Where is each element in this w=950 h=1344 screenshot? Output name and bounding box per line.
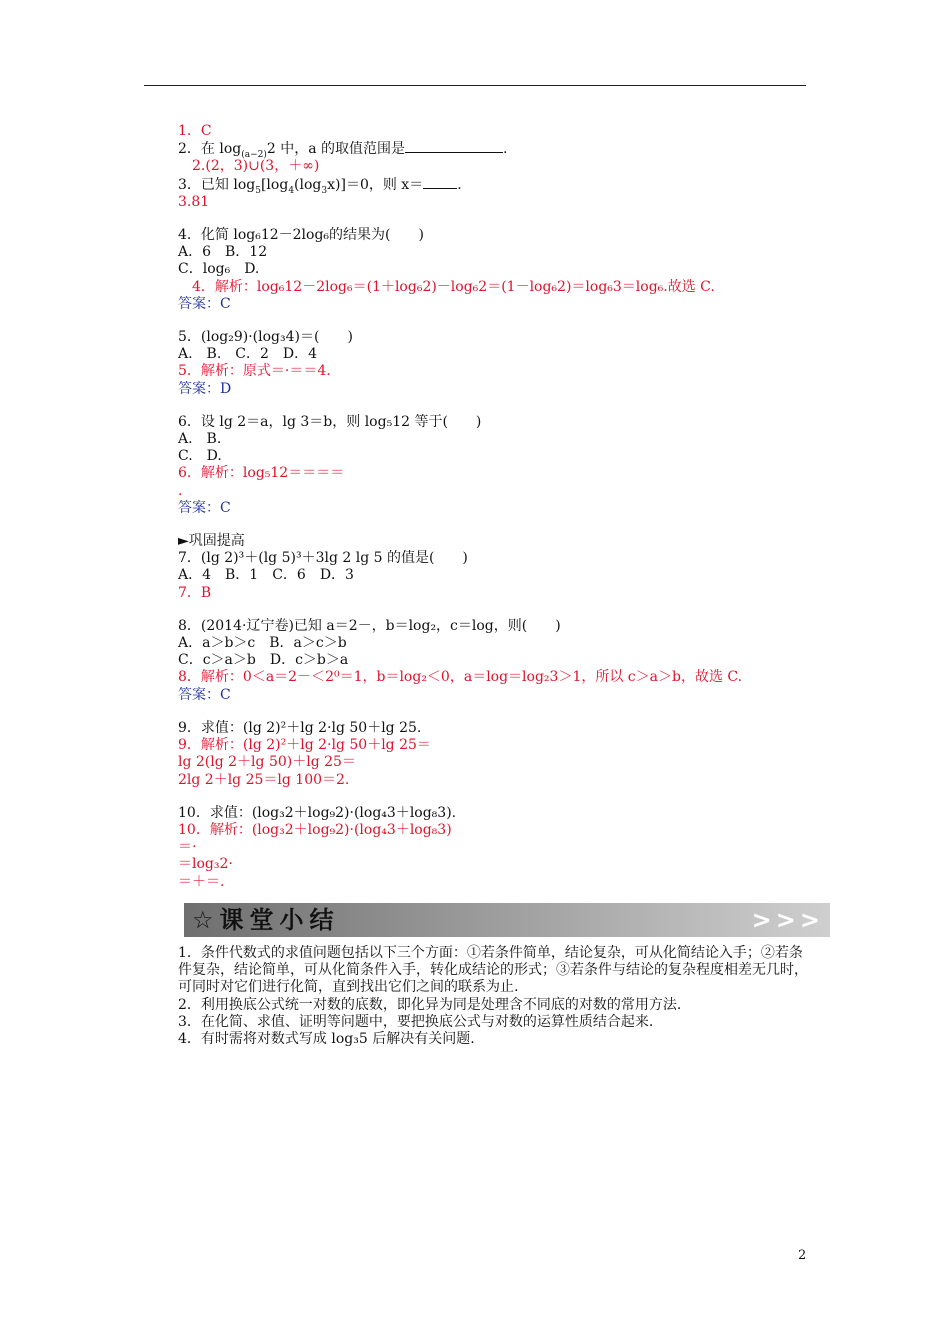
q6-answer: 答案：C <box>178 499 231 516</box>
summary-item: 3．在化简、求值、证明等问题中，要把换底公式与对数的运算性质结合起来. <box>178 1013 654 1030</box>
q6-question: 6．设 lg 2＝a，lg 3＝b，则 log₅12 等于( ) <box>178 413 482 430</box>
q4-solution: 4．解析：log₆12－2log₆＝(1＋log₆2)－log₆2＝(1－log₆2)＝log₆3＝log₆.故选 C. <box>192 278 715 295</box>
q2-blank <box>405 140 503 153</box>
q5-answer: 答案：D <box>178 380 232 397</box>
q9-solution-2: lg 2(lg 2＋lg 50)＋lg 25＝ <box>178 754 356 771</box>
q10-solution-1: 10．解析：(log₃2＋log₉2)·(log₄3＋log₈3) <box>178 821 452 838</box>
q3-blank <box>423 176 457 189</box>
q7-options: A．4 B．1 C．6 D．3 <box>178 567 354 584</box>
q4-options-1: A．6 B．12 <box>178 244 268 261</box>
q5-options: A. B. C．2 D．4 <box>178 346 318 363</box>
q2-question: 2．在 $\log_{(a-2)}2$ 中，a 的取值范围是 . <box>178 141 508 160</box>
q7-question: 7．(lg 2)³＋(lg 5)³＋3lg 2 lg 5 的值是( ) <box>178 550 468 567</box>
banner-arrows-icon: >>> <box>751 906 824 934</box>
header-rule <box>144 85 806 86</box>
q3-answer: 3.81 <box>178 193 210 210</box>
q8-question: 8．(2014·辽宁卷)已知 a＝2－，b＝log₂，c＝log，则( ) <box>178 617 561 634</box>
q3-question: 3．已知 $\log_5[\log_4(\log_3x)]=0$，则 x＝ . <box>178 176 462 196</box>
banner-title: ☆课堂小结 <box>192 906 340 934</box>
q10-solution-3: ＝log₃2· <box>178 856 233 873</box>
q8-answer: 答案：C <box>178 686 231 703</box>
q4-answer: 答案：C <box>178 295 231 312</box>
q8-solution: 8．解析：0＜a＝2－＜2⁰＝1，b＝log₂＜0，a＝log＝log₂3＞1，所以 c＞a＞b，故选 C. <box>178 669 743 686</box>
q4-question: 4．化简 log₆12－2log₆的结果为( ) <box>178 227 424 244</box>
q10-solution-2: ＝· <box>178 839 197 856</box>
summary-item: 1．条件代数式的求值问题包括以下三个方面：①若条件简单，结论复杂，可从化简结论入手；②若条件复杂，结论简单，可从化简条件入手，转化成结论的形式；③若条件与结论的复杂程度相差无几时，可同时对它们进行化简，直到找出它们之间的联系为止. <box>178 945 808 996</box>
q8-options-1: A．a＞b＞c B．a＞c＞b <box>178 635 347 652</box>
q6-options-1: A. B. <box>178 431 222 448</box>
q4-options-2: C．log₆ D. <box>178 261 260 278</box>
q8-options-2: C．c＞a＞b D．c＞b＞a <box>178 652 349 669</box>
q7-answer: 7．B <box>178 584 212 601</box>
q6-options-2: C. D. <box>178 448 222 465</box>
q1-answer: 1．C <box>178 123 212 139</box>
section-heading: ►巩固提高 <box>178 533 245 550</box>
q6-solution: 6．解析：log₅12＝＝＝＝ <box>178 465 345 482</box>
exercise-content <box>178 123 818 891</box>
q9-question: 9．求值：(lg 2)²＋lg 2·lg 50＋lg 25. <box>178 719 422 736</box>
summary-item: 2．利用换底公式统一对数的底数，即化异为同是处理含不同底的对数的常用方法. <box>178 996 682 1013</box>
summary-banner <box>184 903 830 937</box>
q9-solution-1: 9．解析：(lg 2)²＋lg 2·lg 50＋lg 25＝ <box>178 737 431 754</box>
q2-answer: 2.(2，3)∪(3，＋∞) <box>192 158 320 175</box>
q10-solution-4: ＝＋＝. <box>178 873 225 890</box>
q9-solution-3: 2lg 2＋lg 25＝lg 100＝2. <box>178 771 350 788</box>
q5-solution: 5．解析：原式＝·＝＝4. <box>178 363 331 380</box>
page-number: 2 <box>798 1248 807 1263</box>
q6-solution-end: . <box>178 482 183 499</box>
q10-question: 10．求值：(log₃2＋log₉2)·(log₄3＋log₈3). <box>178 804 457 821</box>
q5-question: 5．(log₂9)·(log₃4)＝( ) <box>178 329 353 346</box>
summary-section <box>178 945 808 1048</box>
summary-item: 4．有时需将对数式写成 log₃5 后解决有关问题. <box>178 1031 475 1048</box>
